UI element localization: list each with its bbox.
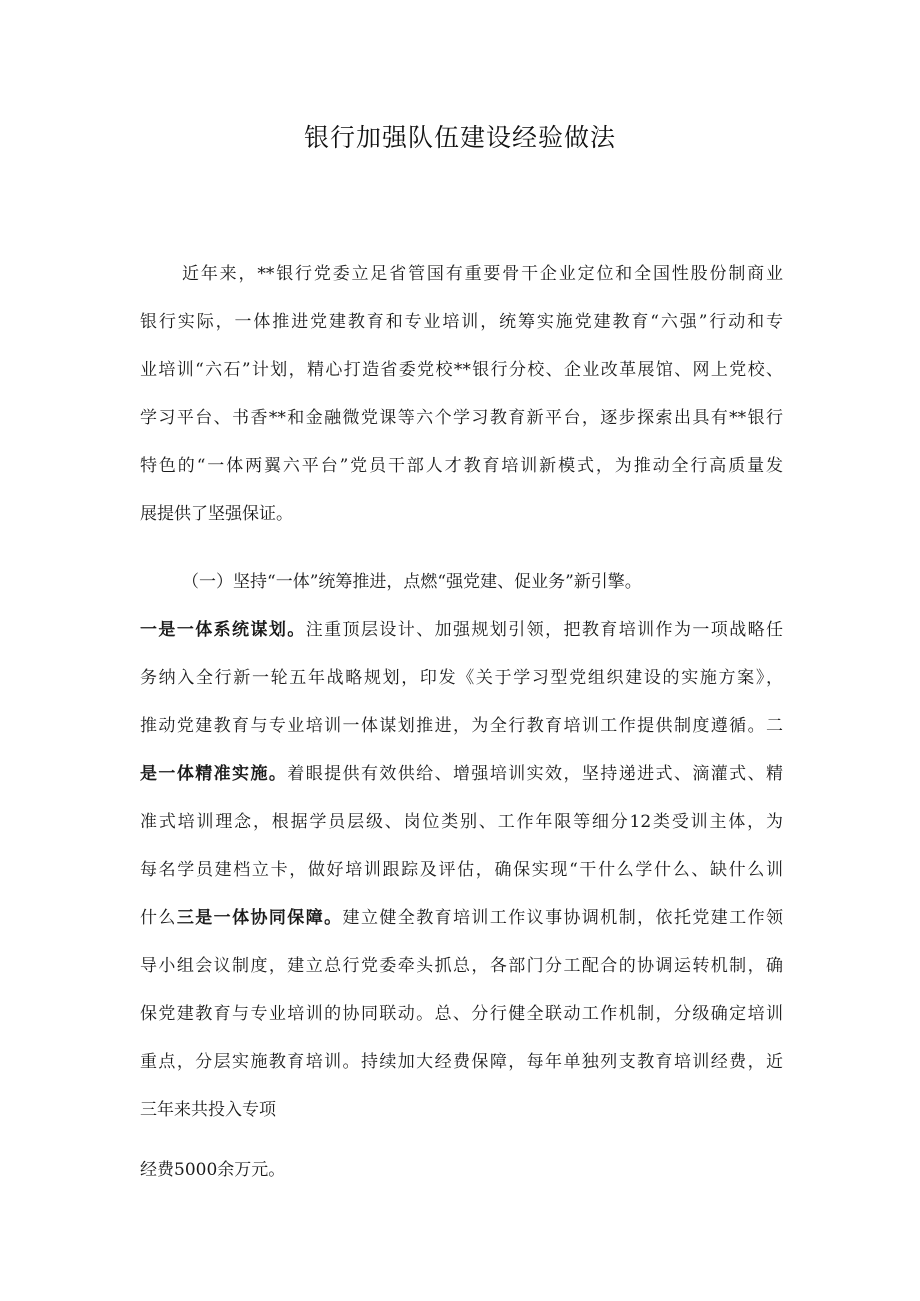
point-two-label: 是一体精准实施。 [140,764,288,784]
body-line-5: 准式培训理念，根据学员层级、岗位类别、工作年限等细分12类受训主体，为 [140,812,783,832]
point-three-label: 三是一体协同保障。 [176,908,343,928]
body-line-8: 导小组会议制度，建立总行党委牵头抓总，各部门分工配合的协调运转机制，确 [140,956,783,976]
intro-line-3: 业培训“六石”计划，精心打造省委党校**银行分校、企业改革展馆、网上党校、 [140,360,783,380]
body-line-10: 重点，分层实施教育培训。持续加大经费保障，每年单独列支教育培训经费，近 [140,1052,783,1072]
body-line-3: 推动党建教育与专业培训一体谋划推进，为全行教育培训工作提供制度遵循。二 [140,716,783,736]
point-one-label: 一是一体系统谋划。 [140,620,306,640]
intro-line-2: 银行实际，一体推进党建教育和专业培训，统筹实施党建教育“六强”行动和专 [140,312,783,332]
body-line-2: 务纳入全行新一轮五年战略规划，印发《关于学习型党组织建设的实施方案》， [140,668,783,688]
body-line-7-text: 建立健全教育培训工作议事协调机制，依托党建工作领 [342,908,784,928]
body-line-1-text: 注重顶层设计、加强规划引领，把教育培训作为一项战略任 [305,620,784,640]
body-line-4-text: 着眼提供有效供给、增强培训实效，坚持递进式、滴灌式、精 [287,764,784,784]
document-title: 银行加强队伍建设经验做法 [303,123,616,152]
intro-line-5: 特色的“一体两翼六平台”党员干部人才教育培训新模式，为推动全行高质量发 [140,456,783,476]
body-line-7 [140,906,783,930]
body-line-11: 三年来共投入专项 [140,1100,276,1120]
body-line-9: 保党建教育与专业培训的协同联动。总、分行健全联动工作机制，分级确定培训 [140,1004,783,1024]
body-line-12: 经费5000余万元。 [140,1160,286,1180]
intro-line-1: 近年来，**银行党委立足省管国有重要骨干企业定位和全国性股份制商业 [182,264,783,284]
body-line-4 [140,762,783,786]
intro-line-4: 学习平台、书香**和金融微党课等六个学习教育新平台，逐步探索出具有**银行 [140,408,783,428]
body-line-1 [140,618,783,642]
section-heading: （一）坚持“一体”统筹推进，点燃“强党建、促业务”新引擎。 [182,572,642,592]
body-line-6: 每名学员建档立卡，做好培训跟踪及评估，确保实现“干什么学什么、缺什么训 [140,860,783,880]
intro-line-6: 展提供了坚强保证。 [140,504,293,524]
body-line-7-lead: 什么 [140,908,177,928]
